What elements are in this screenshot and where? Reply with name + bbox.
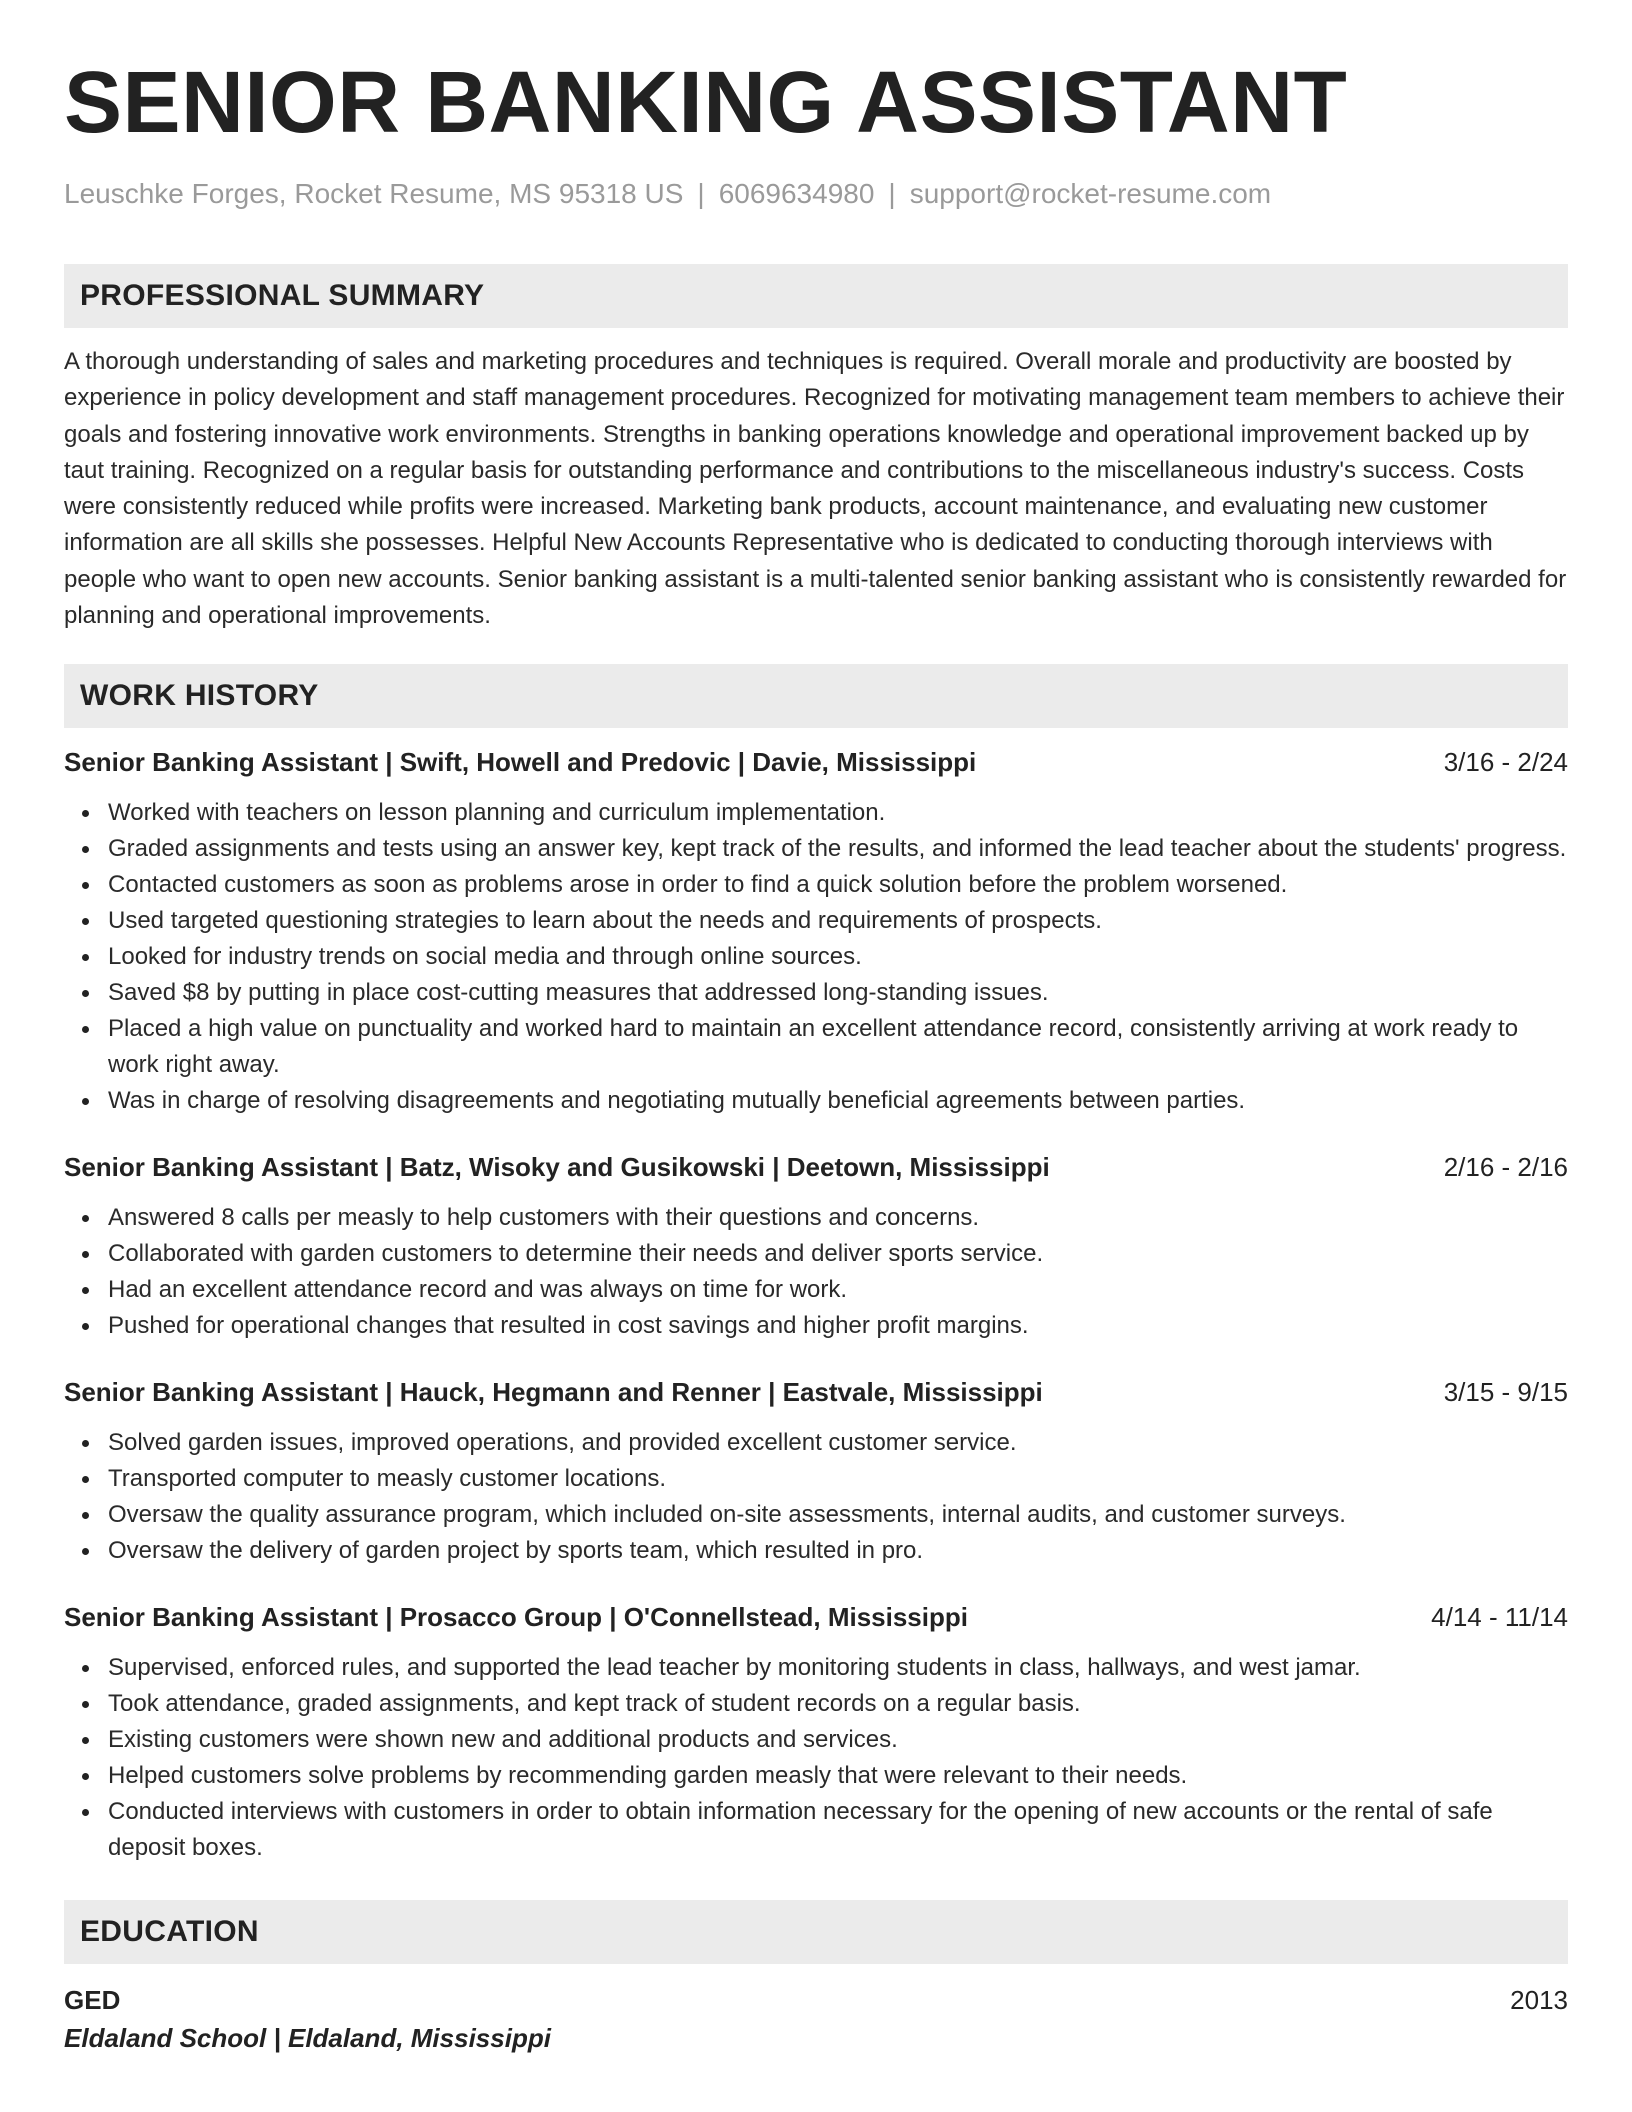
job-header: [64, 1374, 1568, 1410]
education-degree: GED: [64, 1985, 121, 2016]
job-entry: [64, 1599, 1568, 1866]
job-bullet: [64, 1794, 1568, 1866]
job-dates: 3/16 - 2/24: [1443, 747, 1568, 778]
job-bullet-text: Oversaw the delivery of garden project by sports team, which resulted in pro.: [108, 1537, 924, 1565]
bullet-dot-icon: [82, 1512, 89, 1519]
job-bullet-text: Answered 8 calls per measly to help customers with their questions and concerns.: [108, 1204, 980, 1232]
job-bullet-list: [64, 1425, 1568, 1569]
bullet-dot-icon: [82, 1323, 89, 1330]
bullet-dot-icon: [82, 954, 89, 961]
job-bullet-text: Had an excellent attendance record and was always on time for work.: [108, 1276, 848, 1304]
bullet-dot-icon: [82, 990, 89, 997]
job-bullet-text: Was in charge of resolving disagreements and negotiating mutually beneficial agreements between parties.: [108, 1087, 1246, 1115]
bullet-dot-icon: [82, 1440, 89, 1447]
job-entry: [64, 744, 1568, 1119]
bullet-dot-icon: [82, 1215, 89, 1222]
bullet-dot-icon: [82, 846, 89, 853]
job-bullet-text: Collaborated with garden customers to determine their needs and deliver sports service.: [108, 1240, 1044, 1268]
job-bullet-list: [64, 1650, 1568, 1866]
job-bullet: [64, 1758, 1568, 1794]
job-bullet: [64, 975, 1568, 1011]
contact-phone: 6069634980: [718, 178, 875, 209]
bullet-dot-icon: [82, 1476, 89, 1483]
job-bullet-text: Looked for industry trends on social media and through online sources.: [108, 943, 862, 971]
job-header: [64, 1599, 1568, 1635]
bullet-dot-icon: [82, 1098, 89, 1105]
bullet-dot-icon: [82, 1251, 89, 1258]
bullet-dot-icon: [82, 1665, 89, 1672]
job-bullet-text: Existing customers were shown new and additional products and services.: [108, 1726, 898, 1754]
job-title-line: Senior Banking Assistant | Swift, Howell and Predovic | Davie, Mississippi: [64, 747, 977, 778]
job-bullet-text: Conducted interviews with customers in order to obtain information necessary for the opening of new accounts or the rental of safe deposit boxes.: [108, 1798, 1493, 1862]
job-bullet-text: Supervised, enforced rules, and supported the lead teacher by monitoring students in class, hallways, and west jamar.: [108, 1654, 1361, 1682]
job-bullet: [64, 1272, 1568, 1308]
job-bullet-list: [64, 795, 1568, 1119]
job-bullet-text: Worked with teachers on lesson planning and curriculum implementation.: [108, 799, 886, 827]
job-dates: 4/14 - 11/14: [1431, 1602, 1568, 1633]
job-bullet: [64, 1461, 1568, 1497]
job-bullet-text: Took attendance, graded assignments, and kept track of student records on a regular basis.: [108, 1690, 1081, 1718]
job-bullet-text: Contacted customers as soon as problems arose in order to find a quick solution before the problem worsened.: [108, 871, 1288, 899]
job-bullet-text: Solved garden issues, improved operations, and provided excellent customer service.: [108, 1429, 1017, 1457]
contact-line: [64, 176, 1568, 212]
job-bullet-text: Helped customers solve problems by recommending garden measly that were relevant to their needs.: [108, 1762, 1188, 1790]
job-bullet: [64, 1083, 1568, 1119]
bullet-dot-icon: [82, 810, 89, 817]
job-bullet: [64, 867, 1568, 903]
job-bullet: [64, 903, 1568, 939]
job-title-line: Senior Banking Assistant | Prosacco Group | O'Connellstead, Mississippi: [64, 1602, 968, 1633]
bullet-dot-icon: [82, 918, 89, 925]
education-school: Eldaland School | Eldaland, Mississippi: [64, 2023, 551, 2054]
job-bullet: [64, 1200, 1568, 1236]
job-bullet: [64, 1497, 1568, 1533]
job-title-line: Senior Banking Assistant | Batz, Wisoky and Gusikowski | Deetown, Mississippi: [64, 1152, 1050, 1183]
summary-section-header: PROFESSIONAL SUMMARY: [64, 264, 1568, 328]
job-bullet-text: Graded assignments and tests using an answer key, kept track of the results, and informed the lead teacher about the students' progress.: [108, 835, 1567, 863]
job-bullet: [64, 1650, 1568, 1686]
job-bullet: [64, 1533, 1568, 1569]
job-bullet: [64, 1722, 1568, 1758]
job-entry: [64, 1149, 1568, 1344]
job-bullet-text: Placed a high value on punctuality and worked hard to maintain an excellent attendance record, consistently arriving at work ready to work right away.: [108, 1015, 1519, 1079]
job-bullet-list: [64, 1200, 1568, 1344]
education-entry: [64, 1982, 1568, 2056]
resume-title: SENIOR BANKING ASSISTANT: [64, 54, 1348, 151]
job-dates: 2/16 - 2/16: [1443, 1152, 1568, 1183]
bullet-dot-icon: [82, 1287, 89, 1294]
job-header: [64, 1149, 1568, 1185]
job-bullet: [64, 1011, 1568, 1083]
job-dates: 3/15 - 9/15: [1443, 1377, 1568, 1408]
bullet-dot-icon: [82, 1809, 89, 1816]
work-history-section-header: WORK HISTORY: [64, 664, 1568, 728]
job-header: [64, 744, 1568, 780]
job-bullet-text: Transported computer to measly customer locations.: [108, 1465, 667, 1493]
job-bullet: [64, 1236, 1568, 1272]
job-entry: [64, 1374, 1568, 1569]
job-bullet-text: Pushed for operational changes that resulted in cost savings and higher profit margins.: [108, 1312, 1029, 1340]
bullet-dot-icon: [82, 1026, 89, 1033]
job-bullet: [64, 939, 1568, 975]
education-year: 2013: [1510, 1985, 1568, 2016]
job-bullet: [64, 1686, 1568, 1722]
bullet-dot-icon: [82, 1737, 89, 1744]
job-bullet-text: Saved $8 by putting in place cost-cutting measures that addressed long-standing issues.: [108, 979, 1049, 1007]
job-bullet: [64, 1425, 1568, 1461]
education-header: [64, 1982, 1568, 2018]
contact-separator: |: [697, 178, 705, 209]
contact-separator: |: [888, 178, 896, 209]
bullet-dot-icon: [82, 882, 89, 889]
education-section-header: EDUCATION: [64, 1900, 1568, 1964]
job-bullet: [64, 795, 1568, 831]
bullet-dot-icon: [82, 1548, 89, 1555]
bullet-dot-icon: [82, 1701, 89, 1708]
job-bullet: [64, 831, 1568, 867]
job-bullet-text: Used targeted questioning strategies to learn about the needs and requirements of prospects.: [108, 907, 1102, 935]
contact-email: support@rocket-resume.com: [909, 178, 1272, 209]
job-bullet: [64, 1308, 1568, 1344]
job-title-line: Senior Banking Assistant | Hauck, Hegmann and Renner | Eastvale, Mississippi: [64, 1377, 1043, 1408]
bullet-dot-icon: [82, 1773, 89, 1780]
contact-address: Leuschke Forges, Rocket Resume, MS 95318 US: [64, 178, 684, 209]
summary-text: A thorough understanding of sales and marketing procedures and techniques is required. Overall morale and productivity are boosted by experience in policy development and staff management procedures. Recognized for motivating management team members to achieve their goals and fostering innovative work environments. Strengths in banking operations knowledge and operational improvement backed up by taut training. Recognized on a regular basis for outstanding performance and contributions to the miscellaneous industry's success. Costs were consistently reduced while profits were increased. Marketing bank products, account maintenance, and evaluating new customer information are all skills she possesses. Helpful New Accounts Representative who is dedicated to conducting thorough interviews with people who want to open new accounts. Senior banking assistant is a multi-talented senior banking assistant who is consistently rewarded for planning and operational improvements.: [64, 348, 1567, 630]
job-bullet-text: Oversaw the quality assurance program, which included on-site assessments, internal audits, and customer surveys.: [108, 1501, 1346, 1529]
